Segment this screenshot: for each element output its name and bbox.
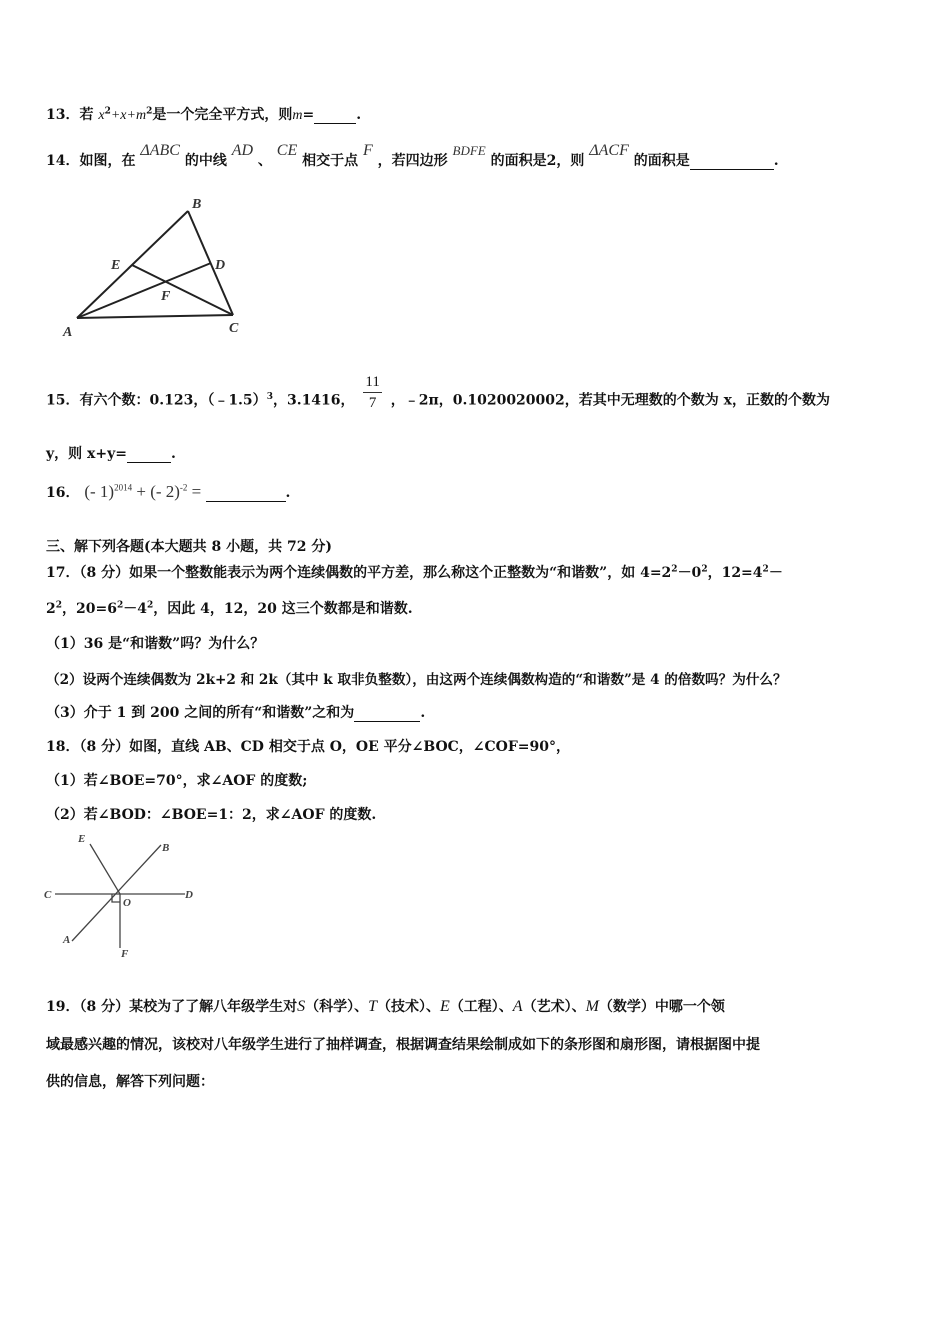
q15-number: 15．有六个数：0.123，（﹣1.5）: [46, 392, 267, 409]
lines-figure-18: [40, 828, 210, 963]
q19-text-1b: （科学）、: [305, 999, 369, 1015]
q14-triangle-acf: ΔACF: [589, 142, 629, 159]
question-15-line-2: [46, 443, 176, 463]
question-19-line-1: [46, 996, 725, 1016]
q17-sup-3: 2: [762, 564, 769, 575]
section-3-heading: 三、解下列各题(本大题共 8 小题，共 72 分): [46, 539, 332, 555]
question-17-line-2: [46, 598, 413, 618]
question-18: 18．（8 分）如图，直线 AB、CD 相交于点 O，OE 平分∠BOC，∠COF=90°，: [46, 739, 571, 755]
q19-text-1d: （工程）、: [449, 999, 513, 1015]
q16-answer-blank[interactable]: [206, 485, 286, 502]
q15-end: .: [170, 446, 176, 462]
q17-text-1d: －: [768, 565, 783, 581]
question-16: [46, 482, 290, 502]
q15-text-1: ，3.1416，: [272, 392, 355, 409]
q19-text-1e: （艺术）、: [522, 999, 586, 1015]
q16-exponent-2: -2: [179, 482, 188, 493]
q14-median-ce: CE: [276, 142, 298, 159]
q17-part-2: （2）设两个连续偶数为 2k+2 和 2k（其中 k 取非负整数），由这两个连续偶数构造的“和谐数”是 4 的倍数吗？为什么？: [46, 672, 787, 688]
q13-m-exponent: 2: [146, 106, 153, 117]
q15-line-2: y，则 x+y=: [46, 446, 127, 462]
question-19-line-2: 域最感兴趣的情况，该校对八年级学生进行了抽样调查，根据调查结果绘制成如下的条形图和扇形图，请根据图中提: [46, 1037, 760, 1053]
q15-fraction: [363, 372, 381, 413]
q13-m: m: [135, 108, 147, 123]
q16-exponent-1: 2014: [114, 482, 133, 493]
q15-fraction-denominator: 7: [368, 395, 377, 411]
q19-text-1a: 19．（8 分）某校为了了解八年级学生对: [46, 999, 298, 1015]
side-ac: [77, 315, 233, 318]
q14-text-5: 的面积是2，则: [490, 153, 585, 169]
q17-part-3: （3）介于 1 到 200 之间的所有“和谐数”之和为: [46, 705, 355, 721]
q15-fraction-numerator: 11: [363, 372, 381, 393]
q17-text-2a: 2: [46, 601, 56, 617]
q17-text-2d: ，因此 4，12，20 这三个数都是和谐数.: [153, 601, 413, 617]
q17-part-1: （1）36 是“和谐数”吗？为什么？: [46, 636, 265, 652]
label-d: D: [215, 258, 226, 273]
question-17-line-1: [46, 562, 783, 582]
q16-number: 16．: [46, 485, 80, 501]
label-d: D: [185, 889, 193, 901]
label-b: B: [192, 197, 202, 212]
q17-sup-2: 2: [701, 564, 708, 575]
right-angle-mark: [112, 894, 120, 902]
q13-m-var: m: [292, 108, 303, 123]
q15-exponent: 3: [266, 391, 273, 402]
question-15: [46, 374, 830, 421]
triangle-figure-14: [55, 190, 255, 340]
q17-sup-4: 2: [55, 600, 63, 611]
q19-var-e: E: [440, 998, 450, 1015]
q17-text-2b: ，20=6: [62, 601, 117, 617]
q17-text-1a: 17．（8 分）如果一个整数能表示为两个连续偶数的平方差，那么称这个正整数为“和谐数”，如 4=2: [46, 565, 672, 581]
q14-text-6: 的面积是: [633, 153, 690, 169]
q14-end: .: [773, 153, 779, 169]
q17-sup-1: 2: [671, 564, 678, 575]
q14-text-4: ，若四边形: [377, 153, 448, 169]
question-19-line-3: 供的信息，解答下列问题：: [46, 1074, 214, 1090]
q15-answer-blank[interactable]: [127, 446, 171, 463]
q17-sup-5: 2: [116, 600, 124, 611]
question-13: [46, 104, 361, 124]
label-f: F: [121, 948, 129, 960]
q17-text-1b: －0: [677, 565, 702, 581]
q13-plus-x: +x+: [110, 108, 136, 123]
q13-x: x: [98, 108, 105, 123]
q17-text-2c: －4: [123, 601, 147, 617]
q15-text-2: ，﹣2π，0.1020020002，若其中无理数的个数为 x，正数的个数为: [390, 392, 830, 409]
q13-end: .: [356, 107, 362, 123]
q19-var-a: A: [512, 998, 523, 1015]
q19-text-1c: （技术）、: [377, 999, 441, 1015]
label-o: O: [123, 897, 131, 909]
label-e: E: [78, 833, 86, 845]
label-e: E: [111, 258, 121, 273]
q19-var-m: M: [585, 998, 599, 1015]
q14-text-2: 、: [257, 153, 272, 169]
q16-equals: =: [187, 482, 206, 501]
question-14: [46, 142, 779, 170]
q19-text-1f: （数学）中哪一个领: [598, 999, 725, 1015]
q14-text-1: 的中线: [184, 153, 227, 169]
q19-var-s: S: [297, 998, 306, 1015]
label-a: A: [63, 934, 71, 946]
q18-part-2: （2）若∠BOD：∠BOE=1：2，求∠AOF 的度数.: [46, 807, 377, 823]
q16-expression: [84, 482, 205, 501]
label-a: A: [63, 325, 73, 340]
q17-part-3-end: .: [420, 705, 426, 721]
q13-x-exponent: 2: [104, 106, 111, 117]
ray-oe: [90, 844, 120, 894]
q13-number: 13．若: [46, 107, 94, 123]
label-c: C: [229, 321, 239, 336]
q17-answer-blank[interactable]: [354, 705, 420, 722]
q16-end: .: [285, 485, 291, 501]
q17-text-1c: ，12=4: [707, 565, 763, 581]
q14-triangle-abc: ΔABC: [140, 142, 180, 159]
q16-base-2: (- 2): [150, 482, 180, 501]
q18-part-1: （1）若∠BOE=70°，求∠AOF 的度数;: [46, 773, 308, 789]
q17-sup-6: 2: [147, 600, 154, 611]
q14-median-ad: AD: [231, 142, 254, 159]
q13-text: 是一个完全平方式，则: [152, 107, 293, 123]
label-f: F: [161, 289, 171, 304]
q14-text-3: 相交于点: [302, 153, 359, 169]
q13-answer-blank[interactable]: [314, 107, 356, 124]
q13-equals: =: [302, 107, 315, 123]
q16-base-1: (- 1): [84, 482, 115, 501]
q14-point-f: F: [363, 142, 373, 159]
q17-part-3-line: [46, 702, 425, 722]
q14-number: 14．如图，在: [46, 153, 136, 169]
line-ab: [72, 845, 161, 941]
label-c: C: [44, 889, 52, 901]
label-b: B: [162, 842, 170, 854]
q14-quad-bdfe: BDFE: [452, 143, 486, 158]
q14-answer-blank[interactable]: [690, 153, 774, 170]
q16-plus: +: [132, 482, 151, 501]
q19-var-t: T: [368, 998, 378, 1015]
